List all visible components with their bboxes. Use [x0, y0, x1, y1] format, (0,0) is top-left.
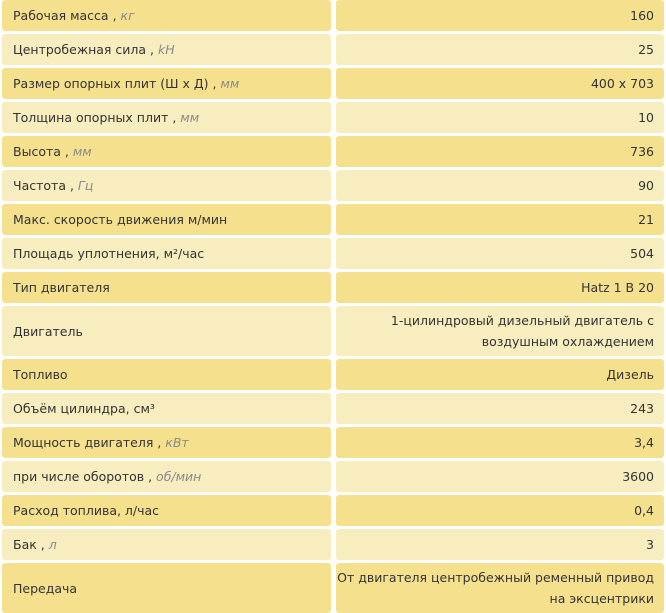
- spec-label-text: Мощность двигателя: [13, 435, 154, 450]
- spec-value: 21: [336, 204, 664, 235]
- spec-row-fuel: [0, 359, 666, 390]
- spec-label-text: Бак: [13, 537, 37, 552]
- spec-value: 504: [336, 238, 664, 269]
- spec-label: Макс. скорость движения м/мин: [2, 204, 331, 235]
- spec-unit: об/мин: [156, 469, 202, 484]
- spec-unit: мм: [72, 144, 92, 159]
- spec-label: Центробежная сила , kH: [2, 34, 331, 65]
- spec-value: 1-цилиндровый дизельный двигатель с воздушным охлаждением: [336, 306, 664, 356]
- spec-value: 243: [336, 393, 664, 424]
- spec-label-text: Частота: [13, 178, 66, 193]
- spec-label-text: при числе оборотов: [13, 469, 145, 484]
- spec-value: 3600: [336, 461, 664, 492]
- spec-label: Передача: [2, 563, 331, 613]
- spec-value: 400 x 703: [336, 68, 664, 99]
- spec-label-text: Рабочая масса: [13, 8, 109, 23]
- spec-row-frequency: [0, 170, 666, 201]
- spec-value: 736: [336, 136, 664, 167]
- spec-value: 3: [336, 529, 664, 560]
- spec-label: при числе оборотов , об/мин: [2, 461, 331, 492]
- spec-row-fuel-consumption: [0, 495, 666, 526]
- spec-label: Рабочая масса , кг: [2, 0, 331, 31]
- spec-label: Размер опорных плит (Ш х Д) , мм: [2, 68, 331, 99]
- spec-row-max-speed: [0, 204, 666, 235]
- spec-row-plate-size: [0, 68, 666, 99]
- spec-value: Дизель: [336, 359, 664, 390]
- spec-value: 10: [336, 102, 664, 133]
- spec-value: 0,4: [336, 495, 664, 526]
- spec-label-text: Высота: [13, 144, 61, 159]
- spec-label: Объём цилиндра, см³: [2, 393, 331, 424]
- spec-row-height: [0, 136, 666, 167]
- spec-label: Топливо: [2, 359, 331, 390]
- spec-value: 25: [336, 34, 664, 65]
- spec-label: Тип двигателя: [2, 272, 331, 303]
- spec-label: Бак , л: [2, 529, 331, 560]
- spec-unit: кг: [120, 8, 135, 23]
- spec-row-centrifugal-force: [0, 34, 666, 65]
- spec-label-text: Толщина опорных плит: [13, 110, 169, 125]
- spec-row-operating-weight: [0, 0, 666, 31]
- spec-label: Расход топлива, л/час: [2, 495, 331, 526]
- spec-label: Площадь уплотнения, м²/час: [2, 238, 331, 269]
- spec-value: 90: [336, 170, 664, 201]
- spec-label: Высота , мм: [2, 136, 331, 167]
- spec-row-cylinder-volume: [0, 393, 666, 424]
- spec-label-text: Центробежная сила: [13, 42, 147, 57]
- spec-unit: мм: [220, 76, 240, 91]
- spec-unit: kH: [158, 42, 175, 57]
- spec-row-engine-power: [0, 427, 666, 458]
- spec-row-plate-thickness: [0, 102, 666, 133]
- spec-row-engine: [0, 306, 666, 356]
- spec-label: Толщина опорных плит , мм: [2, 102, 331, 133]
- spec-unit: л: [48, 537, 57, 552]
- spec-value: От двигателя центробежный ременный привод на эксцентрики: [336, 563, 664, 613]
- spec-unit: Гц: [77, 178, 94, 193]
- spec-row-tank: [0, 529, 666, 560]
- spec-label: Двигатель: [2, 306, 331, 356]
- spec-unit: мм: [180, 110, 200, 125]
- spec-value: 160: [336, 0, 664, 31]
- spec-label: Частота , Гц: [2, 170, 331, 201]
- spec-value: 3,4: [336, 427, 664, 458]
- spec-row-transmission: [0, 563, 666, 613]
- spec-unit: кВт: [165, 435, 189, 450]
- spec-row-compaction-area: [0, 238, 666, 269]
- spec-label: Мощность двигателя , кВт: [2, 427, 331, 458]
- spec-row-engine-type: [0, 272, 666, 303]
- spec-value: Hatz 1 B 20: [336, 272, 664, 303]
- spec-row-rpm: [0, 461, 666, 492]
- spec-label-text: Размер опорных плит (Ш х Д): [13, 76, 209, 91]
